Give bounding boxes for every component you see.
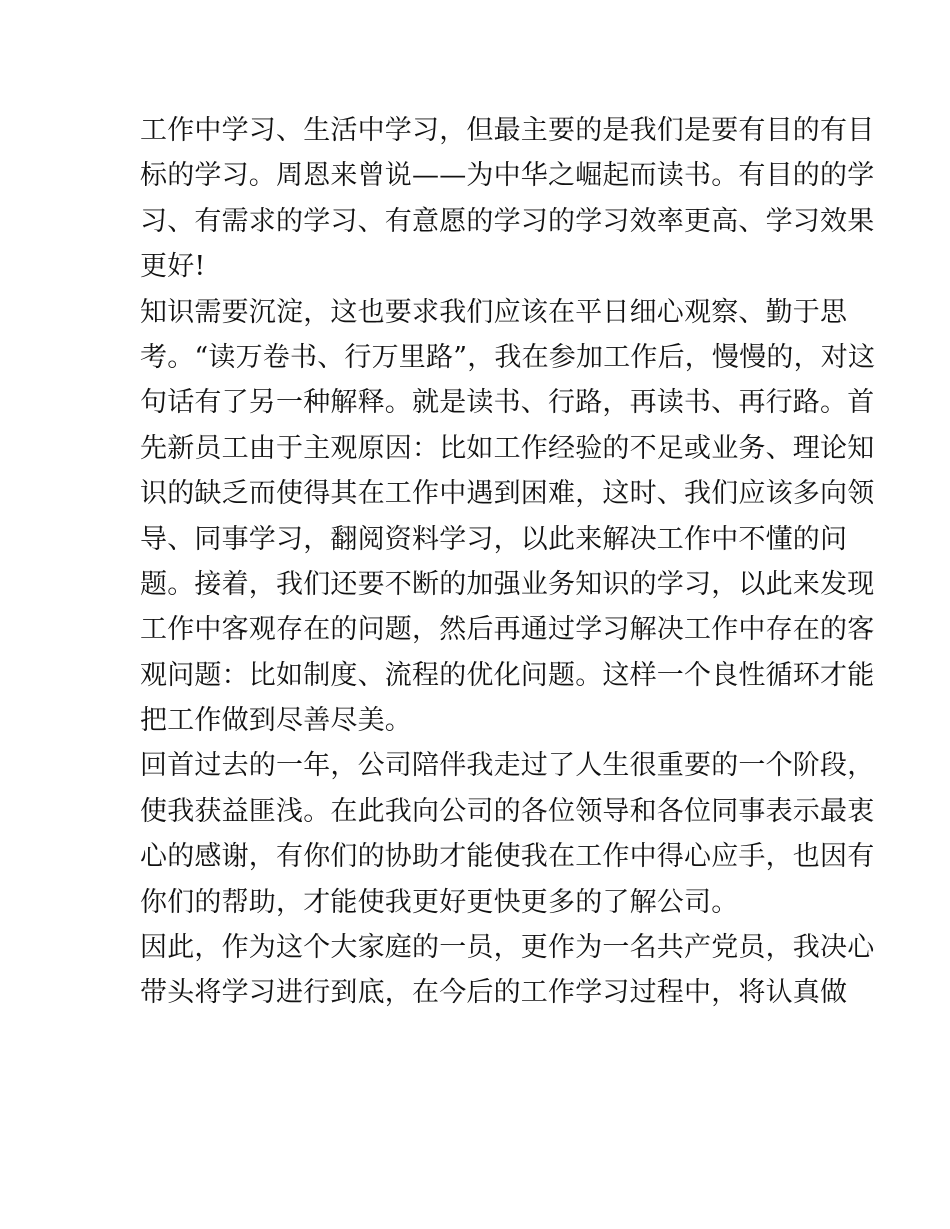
text-line: 使我获益匪浅。在此我向公司的各位领导和各位同事表示最衷 xyxy=(140,795,875,827)
text-line: 识的缺乏而使得其在工作中遇到困难，这时、我们应该多向领 xyxy=(140,478,875,510)
text-line: 工作中学习、生活中学习，但最主要的是我们是要有目的有目 xyxy=(140,115,875,146)
text-line: 习、有需求的学习、有意愿的学习的学习效率更高、学习效果 xyxy=(140,205,875,237)
text-line: 更好! xyxy=(140,251,206,283)
text-line: 先新员工由于主观原因：比如工作经验的不足或业务、理论知 xyxy=(140,432,875,464)
text-line: 句话有了另一种解释。就是读书、行路，再读书、再行路。首 xyxy=(140,387,875,419)
text-line: 因此，作为这个大家庭的一员，更作为一名共产党员，我决心 xyxy=(140,932,875,964)
text-line: 心的感谢，有你们的协助才能使我在工作中得心应手，也因有 xyxy=(140,841,875,873)
text-line: 把工作做到尽善尽美。 xyxy=(140,705,412,737)
text-line: 考。“读万卷书、行万里路”，我在参加工作后，慢慢的，对这 xyxy=(140,341,876,373)
text-line: 观问题：比如制度、流程的优化问题。这样一个良性循环才能 xyxy=(140,659,875,691)
text-line: 标的学习。周恩来曾说——为中华之崛起而读书。有目的的学 xyxy=(140,160,875,192)
text-line: 回首过去的一年，公司陪伴我走过了人生很重要的一个阶段， xyxy=(140,750,875,782)
text-line: 导、同事学习，翻阅资料学习，以此来解决工作中不懂的问 xyxy=(140,523,848,555)
text-line: 题。接着，我们还要不断的加强业务知识的学习，以此来发现 xyxy=(140,568,875,600)
text-line: 知识需要沉淀，这也要求我们应该在平日细心观察、勤于思 xyxy=(140,296,848,328)
text-line: 工作中客观存在的问题，然后再通过学习解决工作中存在的客 xyxy=(140,614,875,646)
document-body xyxy=(140,108,876,1016)
text-line: 带头将学习进行到底，在今后的工作学习过程中，将认真做 xyxy=(140,977,848,1009)
text-line: 你们的帮助，才能使我更好更快更多的了解公司。 xyxy=(140,886,739,918)
